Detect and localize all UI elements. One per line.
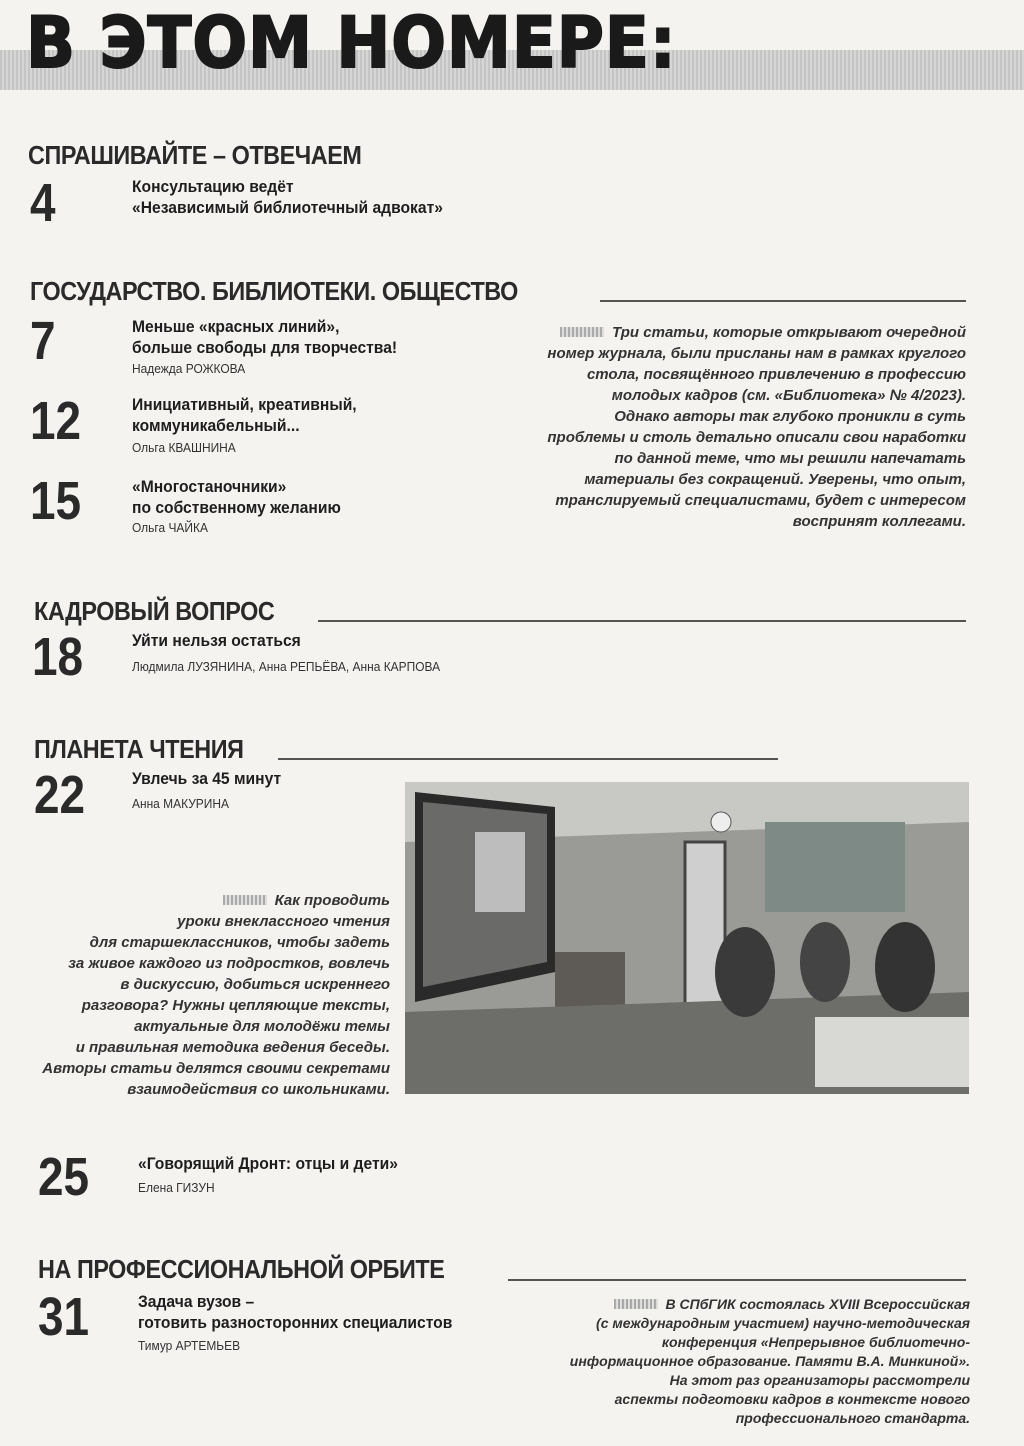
entry-title[interactable]: Консультацию ведёт «Независимый библиотечный адвокат»	[132, 177, 443, 217]
divider	[278, 758, 778, 760]
entry-title[interactable]: Меньше «красных линий», больше свободы для творчества!	[132, 317, 398, 357]
entry-author: Тимур АРТЕМЬЕВ	[138, 1338, 241, 1353]
entry-title[interactable]: «Многостаночники» по собственному желанию	[132, 477, 341, 517]
page-number: 25	[38, 1147, 90, 1207]
entry-title[interactable]: Увлечь за 45 минут	[132, 769, 282, 788]
entry-author: Ольга ЧАЙКА	[132, 520, 208, 535]
bullet-marker	[223, 895, 267, 905]
page-number: 7	[30, 311, 56, 371]
entry-title[interactable]: Уйти нельзя остаться	[132, 631, 301, 650]
entry-author: Елена ГИЗУН	[138, 1180, 215, 1195]
entry-title[interactable]: Инициативный, креативный, коммуникабельный...	[132, 395, 357, 435]
divider	[508, 1279, 966, 1281]
entry-author: Людмила ЛУЗЯНИНА, Анна РЕПЬЁВА, Анна КАРПОВА	[132, 659, 441, 674]
section-heading: ГОСУДАРСТВО. БИБЛИОТЕКИ. ОБЩЕСТВО	[30, 276, 518, 306]
section-blurb: В СПбГИК состоялась XVIII Всероссийская (с международным участием) научно-методическая конференция «Непрерывное библиотечно- информационное образование. Памяти В.А. Минкиной». На этот раз организаторы рассмотрели аспекты подготовки кадров в контексте нового профессионального стандарта.	[569, 1296, 970, 1426]
section-heading: НА ПРОФЕССИОНАЛЬНОЙ ОРБИТЕ	[38, 1254, 445, 1284]
section-heading: СПРАШИВАЙТЕ – ОТВЕЧАЕМ	[28, 140, 362, 170]
section-heading: КАДРОВЫЙ ВОПРОС	[34, 596, 275, 626]
section-blurb: Три статьи, которые открывают очередной номер журнала, были присланы нам в рамках круглого стола, посвящённого привлечению в профессию молодых кадров (см. «Библиотека» № 4/2023). Однако авторы так глубоко проникли в суть проблемы и столь детально описали свои наработки по данной теме, что мы решили напечатать материалы без сокращений. Уверены, что опыт, транслируемый специалистами, будет с интересом воспринят коллегами.	[547, 324, 966, 530]
page-number: 4	[30, 173, 56, 233]
page-title: В ЭТОМ НОМЕРЕ:	[26, 2, 677, 84]
entry-title[interactable]: Задача вузов – готовить разносторонних специалистов	[138, 1292, 453, 1332]
classroom-photo	[405, 782, 969, 1094]
entry-author: Надежда РОЖКОВА	[132, 361, 246, 376]
entry-title[interactable]: «Говорящий Дронт: отцы и дети»	[138, 1154, 398, 1173]
page-number: 22	[34, 765, 86, 825]
page-number: 12	[30, 391, 82, 451]
page-number: 18	[32, 627, 84, 687]
bullet-marker	[560, 327, 604, 337]
bullet-marker	[614, 1299, 658, 1309]
entry-author: Анна МАКУРИНА	[132, 796, 229, 811]
page-number: 31	[38, 1287, 90, 1347]
section-heading: ПЛАНЕТА ЧТЕНИЯ	[34, 734, 244, 764]
section-blurb: Как проводить уроки внеклассного чтения для старшеклассников, чтобы задеть за живое каждого из подростков, вовлечь в дискуссию, добиться искреннего разговора? Нужны цепляющие тексты, актуальные для молодёжи темы и правильная методика ведения беседы. Авторы статьи делятся своими секретами взаимодействия со школьниками.	[42, 892, 390, 1098]
entry-author: Ольга КВАШНИНА	[132, 440, 236, 455]
divider	[318, 620, 966, 622]
divider	[600, 300, 966, 302]
page-number: 15	[30, 471, 82, 531]
